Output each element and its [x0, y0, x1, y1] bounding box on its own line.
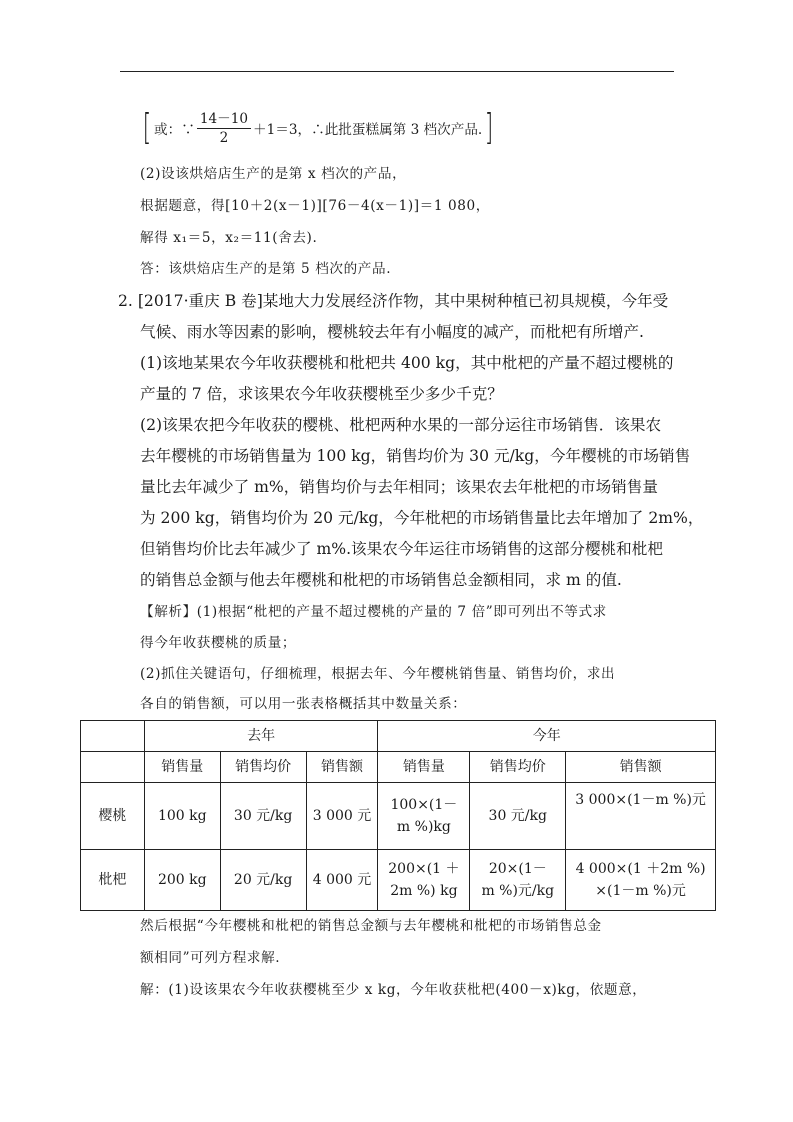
analysis-line-2: 得今年收获樱桃的质量； [140, 635, 297, 651]
header-cell: 销售均价 [220, 752, 306, 783]
header-cell: 销售量 [378, 752, 470, 783]
table-row [81, 783, 716, 850]
fraction-line [140, 106, 496, 150]
after-line-1: 然后根据“今年樱桃和枇杷的销售总金额与去年樱桃和枇杷的市场销售总金 [140, 918, 602, 934]
table-cell: 100 kg [144, 783, 220, 850]
right-bracket: ] [485, 107, 494, 148]
group-last-year: 去年 [144, 721, 378, 752]
solution-line-1: (2)设该烘焙店生产的是第 x 档次的产品， [140, 166, 407, 182]
problem-line-2: 气候、雨水等因素的影响，樱桃较去年有小幅度的减产，而枇杷有所增产. [140, 323, 644, 341]
table-cell: 200 kg [144, 850, 220, 911]
table-cell: 20 元/kg [220, 850, 306, 911]
header-cell: 销售额 [566, 752, 716, 783]
after-line-2: 额相同”可列方程求解. [140, 950, 281, 966]
fraction-denominator: 2 [219, 129, 229, 146]
table-cell: 30 元/kg [470, 783, 566, 850]
problem-line-6: 去年樱桃的市场销售量为 100 kg，销售均价为 30 元/kg，今年樱桃的市场销售 [140, 447, 691, 465]
table-cell: 100×(1－ m %)kg [378, 783, 470, 850]
analysis-line-1: 【解析】(1)根据“枇杷的产量不超过樱桃的产量的 7 倍”即可列出不等式求 [140, 604, 607, 620]
table-cell: 4 000 元 [306, 850, 378, 911]
table-cell: 3 000 元 [306, 783, 378, 850]
sales-table [80, 720, 716, 911]
table-row [81, 850, 716, 911]
frac-suffix: ＋1＝3，∴此批蛋糕属第 3 档次产品. [253, 122, 483, 138]
problem-line-1: 2. [2017·重庆 B 卷]某地大力发展经济作物，其中果树种植已初具规模，今年受 [118, 292, 669, 310]
solution-line-2: 根据题意，得[10＋2(x－1)][76－4(x－1)]＝1 080， [140, 198, 490, 214]
table-cell: 3 000×(1－m %)元 [566, 783, 716, 850]
table-cell: 4 000×(1 ＋2m %) ×(1－m %)元 [566, 850, 716, 911]
problem-line-7: 量比去年减少了 m%，销售均价与去年相同；该果农去年枇杷的市场销售量 [140, 478, 658, 496]
problem-line-5: (2)该果农把今年收获的樱桃、枇杷两种水果的一部分运往市场销售．该果农 [140, 416, 662, 434]
group-this-year: 今年 [378, 721, 716, 752]
after-line-3: 解：(1)设该果农今年收获樱桃至少 x kg，今年收获枇杷(400－x)kg，依题意， [140, 982, 647, 998]
problem-line-4: 产量的 7 倍，求该果农今年收获樱桃至少多少千克？ [140, 385, 503, 403]
problem-line-9: 但销售均价比去年减少了 m%.该果农今年运往市场销售的这部分樱桃和枇杷 [140, 540, 663, 558]
row-label: 樱桃 [81, 783, 145, 850]
header-cell: 销售量 [144, 752, 220, 783]
row-label: 枇杷 [81, 850, 145, 911]
solution-line-4: 答：该烘焙店生产的是第 5 档次的产品. [140, 261, 392, 277]
table-group-header [81, 721, 716, 752]
table-cell: 20×(1－ m %)元/kg [470, 850, 566, 911]
frac-prefix: 或：∵ [154, 122, 195, 138]
problem-line-10: 的销售总金额与他去年樱桃和枇杷的市场销售总金额相同，求 m 的值. [140, 571, 622, 589]
table-column-header [81, 752, 716, 783]
table-header-blank [81, 752, 145, 783]
header-cell: 销售额 [306, 752, 378, 783]
fraction [197, 110, 251, 147]
table-corner-cell [81, 721, 145, 752]
left-bracket: [ [142, 107, 152, 148]
header-cell: 销售均价 [470, 752, 566, 783]
header-rule [120, 71, 674, 72]
table-cell: 200×(1 ＋ 2m %) kg [378, 850, 470, 911]
table-cell: 30 元/kg [220, 783, 306, 850]
analysis-line-4: 各自的销售额，可以用一张表格概括其中数量关系： [140, 696, 467, 712]
problem-line-3: (1)该地某果农今年收获樱桃和枇杷共 400 kg，其中枇杷的产量不超过樱桃的 [140, 354, 674, 372]
problem-line-8: 为 200 kg，销售均价为 20 元/kg，今年枇杷的市场销售量比去年增加了 2m%， [140, 509, 704, 527]
fraction-numerator: 14－10 [197, 110, 251, 129]
solution-line-3: 解得 x₁＝5，x₂＝11(舍去). [140, 230, 318, 246]
analysis-line-3: (2)抓住关键语句，仔细梳理，根据去年、今年樱桃销售量、销售均价，求出 [140, 666, 616, 682]
